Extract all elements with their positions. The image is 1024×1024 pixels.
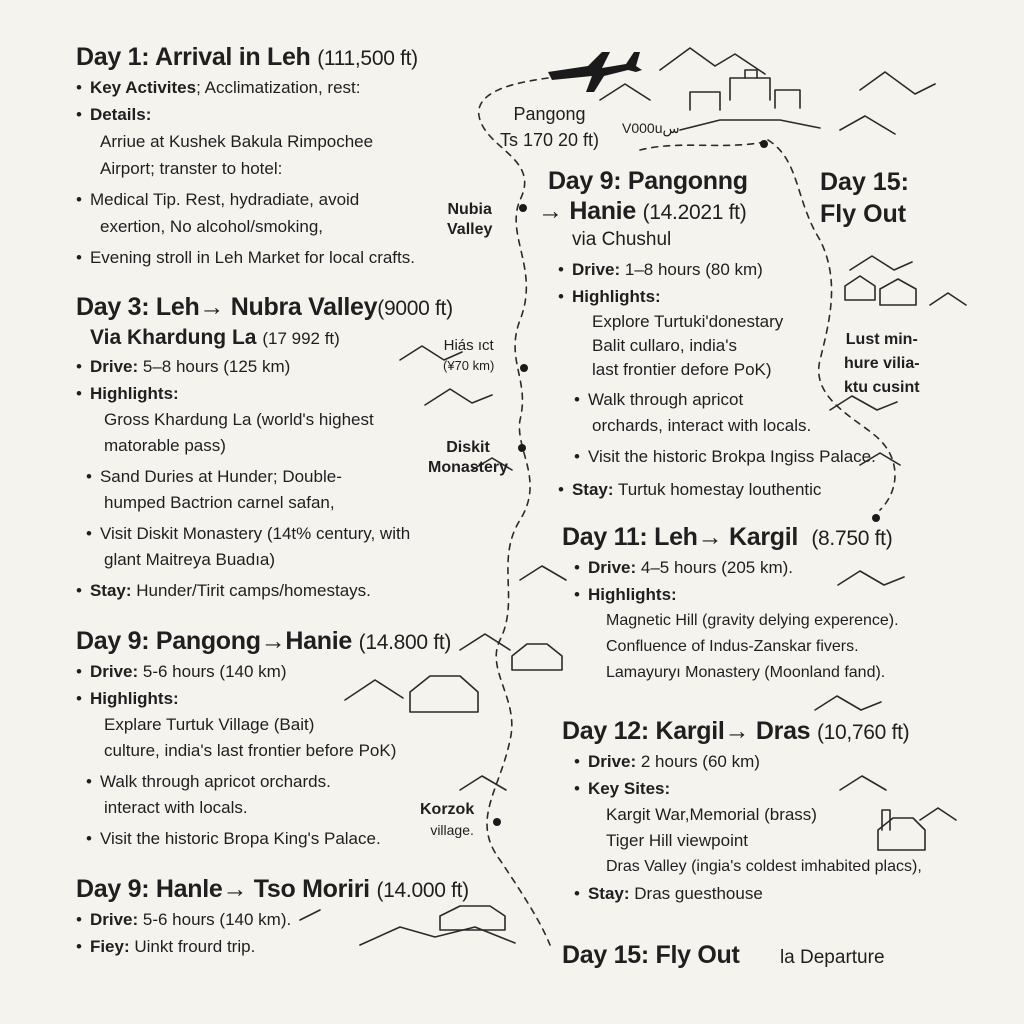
- day3-highlights-label: Highlights:: [89, 384, 179, 403]
- map-label-pangong-2: Ts 170 20 ft): [500, 130, 600, 150]
- day9b-altitude: (14.000 ft): [376, 879, 469, 902]
- map-label-korzok-1: Korzok: [420, 801, 475, 818]
- map-label-lust-1: Lust min-: [845, 331, 918, 348]
- day12-stay-value: Dras guesthouse: [629, 884, 763, 903]
- day12-drive-value: 2 hours (60 km): [636, 752, 760, 771]
- map-label-korzok-2: village.: [430, 822, 474, 838]
- map-label-diskit: [428, 438, 508, 478]
- day3-h1: Gross Khardung La (world's highest: [104, 410, 374, 429]
- day9c-h3: last frontier defore PoK): [592, 360, 772, 379]
- day3-stay-value: Hunder/Tirit camps/homestays.: [131, 581, 371, 600]
- mountain-icon: [920, 808, 956, 820]
- day9b-drive-label: Drive:: [89, 910, 139, 929]
- day9a-drive-value: 5-6 hours (140 km): [138, 662, 287, 681]
- day9a-highlights-label: Highlights:: [89, 689, 179, 708]
- day1-key-label: Key Activites: [89, 78, 197, 97]
- map-label-pangong-1: Pangong: [513, 104, 586, 124]
- day9b-fiey-label: Fiey:: [89, 937, 130, 956]
- day9a-altitude: (14.800 ft): [358, 631, 452, 654]
- day12-title: Day 12: Kargil→ Dras: [562, 717, 811, 745]
- day3-drive-label: Drive:: [89, 357, 139, 376]
- day9c-stay-value: Turtuk homestay louthentic: [613, 480, 822, 499]
- day12-section: [562, 716, 922, 907]
- map-label-day15-top: [820, 166, 909, 230]
- day9c-drive-value: 1–8 hours (80 km): [620, 260, 763, 279]
- day1-medical-1: Medical Tip. Rest, hydradiate, avoid: [89, 190, 360, 209]
- mountain-icon: [460, 634, 510, 650]
- day9c-altitude: (14.2021 ft): [642, 201, 747, 224]
- day1-details-2: Airport; transter to hotel:: [100, 159, 283, 178]
- map-label-diskit-2: Monastery: [428, 459, 509, 476]
- day1-section: [76, 42, 418, 271]
- day11-h1: Magnetic Hill (gravity delying experence).: [606, 612, 899, 629]
- map-label-day15-top-1: Day 15:: [820, 168, 909, 196]
- day1-altitude: (111,500 ft): [317, 47, 418, 70]
- day9b-drive-value: 5-6 hours (140 km).: [138, 910, 292, 929]
- day11-section: [562, 522, 899, 686]
- day15-bottom-note: la Departure: [779, 947, 885, 968]
- day11-altitude: (8.750 ft): [811, 527, 893, 550]
- day12-k3: Dras Valley (ingia's coldest imhabited placs),: [606, 858, 922, 875]
- map-label-nubia-1: Nubia: [447, 201, 492, 218]
- day3-section: [76, 292, 453, 604]
- day12-stay-label: Stay:: [587, 884, 630, 903]
- map-label-day15-top-2: Fly Out: [820, 200, 907, 228]
- day3-h6: glant Maitreya Buadıa): [104, 550, 276, 569]
- day1-medical-2: exertion, No alcohol/smoking,: [100, 217, 324, 236]
- day9a-h4: interact with locals.: [104, 798, 248, 817]
- day9a-h2: culture, india's last frontier before PoK): [104, 741, 397, 760]
- day9c-h6: Visit the historic Brokpa Ingiss Palace.: [587, 447, 876, 466]
- day3-h2: matorable pass): [104, 436, 226, 455]
- map-label-korzok: [420, 800, 474, 840]
- day9c-h1: Explore Turtuki'donestary: [592, 312, 784, 331]
- day3-sub: Via Khardung La: [90, 326, 257, 349]
- mountain-icon: [860, 72, 935, 94]
- map-label-lust-3: ktu cusint: [844, 379, 920, 396]
- day9c-title: Day 9: Pangonng: [548, 167, 748, 195]
- day9b-title: Day 9: Hanle→ Tso Moriri: [76, 875, 370, 903]
- day11-h3: Lamayuryı Monastery (Moonland fand).: [606, 664, 886, 681]
- day9c-stay-label: Stay:: [571, 480, 614, 499]
- mountain-icon: [600, 84, 650, 100]
- day12-drive-label: Drive:: [587, 752, 637, 771]
- day1-details-label: Details:: [89, 105, 152, 124]
- house-icon: [512, 644, 562, 670]
- day9b-section: [76, 874, 469, 960]
- day3-h4: humped Bactrion carnel safan,: [104, 493, 335, 512]
- day15-bottom-title: Day 15: Fly Out: [562, 941, 740, 969]
- map-label-hias: [443, 336, 494, 376]
- day11-h2: Confluence of Indus-Zanskar fivers.: [606, 638, 859, 655]
- map-label-hias-2: (¥70 km): [443, 358, 495, 373]
- day15-bottom-section: [562, 940, 885, 970]
- day12-keysites-label: Key Sites:: [587, 779, 671, 798]
- day3-stay-label: Stay:: [89, 581, 132, 600]
- day9b-fiey-value: Uinkt frourd trip.: [129, 937, 256, 956]
- day9a-section: [76, 626, 451, 852]
- day9c-via: via Chushul: [572, 229, 672, 250]
- day11-highlights-label: Highlights:: [587, 585, 677, 604]
- day9a-h3: Walk through apricot orchards.: [99, 772, 331, 791]
- day9a-h1: Explare Turtuk Village (Bait): [104, 715, 315, 734]
- day3-drive-value: 5–8 hours (125 km): [138, 357, 291, 376]
- day9a-drive-label: Drive:: [89, 662, 139, 681]
- day12-k1: Kargit War,Memorial (brass): [606, 805, 817, 824]
- day11-drive-value: 4–5 hours (205 km).: [636, 558, 793, 577]
- day3-sub-alt: (17 992 ft): [262, 329, 340, 348]
- mountain-icon: [815, 696, 881, 710]
- mountain-icon: [930, 293, 966, 305]
- day1-details-1: Arriue at Kushek Bakula Rimpochee: [100, 132, 374, 151]
- day12-altitude: (10,760 ft): [816, 721, 910, 744]
- day9c-h2: Balit cullaro, india's: [592, 336, 737, 355]
- day1-title: Day 1: Arrival in Leh: [76, 43, 311, 71]
- map-label-pangong: [500, 104, 599, 150]
- day9c-h5: orchards, interact with locals.: [592, 416, 812, 435]
- map-label-hias-1: Hiás ıct: [443, 337, 494, 354]
- mountain-icon: [840, 116, 895, 134]
- mountain-icon: [520, 566, 566, 580]
- day9a-title: Day 9: Pangong→Hanie: [76, 627, 352, 655]
- day11-title: Day 11: Leh→ Kargil: [562, 523, 799, 551]
- day9c-title2: → Hanie: [538, 197, 636, 225]
- map-label-voo: V000uس: [622, 120, 680, 136]
- day9c-drive-label: Drive:: [571, 260, 621, 279]
- day9c-h4: Walk through apricot: [587, 390, 744, 409]
- day9c-highlights-label: Highlights:: [571, 287, 661, 306]
- map-label-diskit-1: Diskit: [446, 439, 490, 456]
- map-label-nubia-2: Valley: [447, 221, 493, 238]
- route-path-north: [640, 142, 765, 150]
- map-label-lust-2: hure vilia-: [844, 355, 920, 372]
- map-label-lust: [844, 328, 920, 400]
- day1-key-value: ; Acclimatization, rest:: [196, 78, 361, 97]
- day11-drive-label: Drive:: [587, 558, 637, 577]
- day3-h3: Sand Duries at Hunder; Double-: [99, 467, 342, 486]
- day12-k2: Tiger Hill viewpoint: [606, 831, 749, 850]
- day1-evening: Evening stroll in Leh Market for local crafts.: [89, 248, 415, 267]
- day3-altitude: (9000 ft): [377, 297, 453, 320]
- map-label-nubia: [447, 200, 492, 240]
- day3-h5: Visit Diskit Monastery (14t% century, with: [99, 524, 411, 543]
- day3-title: Day 3: Leh→ Nubra Valley: [76, 293, 378, 321]
- day9a-h5: Visit the historic Bropa King's Palace.: [99, 829, 381, 848]
- monastery-icon: [680, 70, 820, 130]
